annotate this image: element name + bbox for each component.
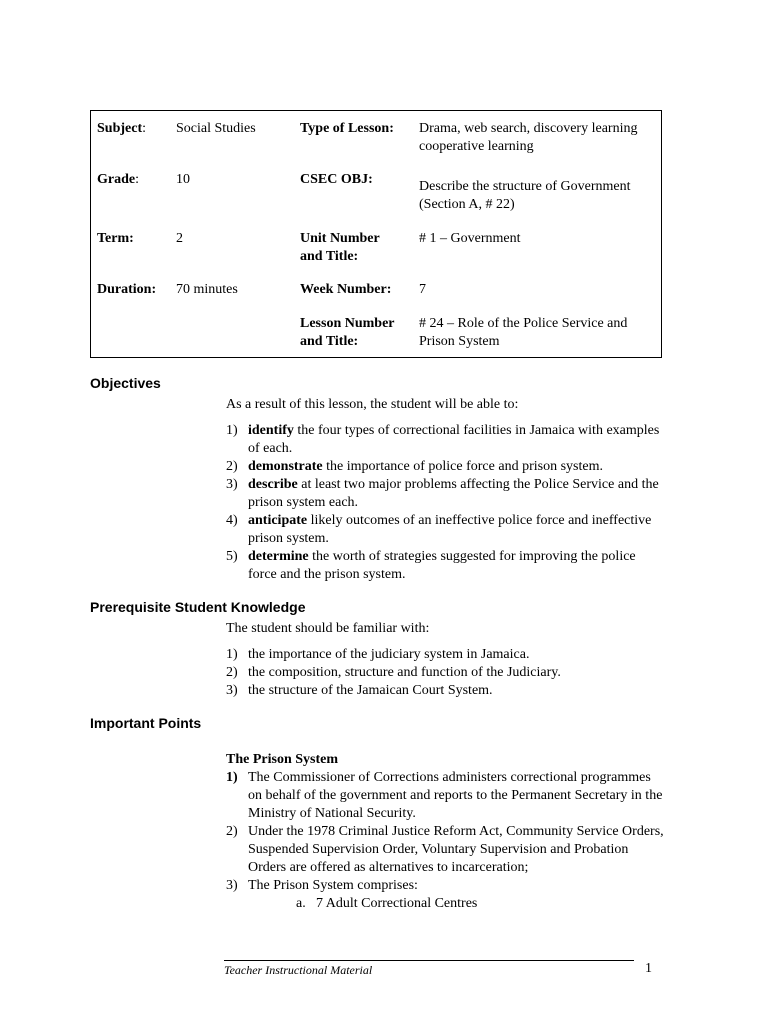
- duration-value: 70 minutes: [176, 282, 238, 297]
- week-number-label: Week Number:: [300, 282, 392, 297]
- list-item: 5) determine the worth of strategies suggested for improving the police force and the prison system.: [226, 549, 636, 582]
- lesson-header-table: [90, 110, 662, 358]
- page-number: 1: [645, 961, 652, 976]
- list-item: 2) demonstrate the importance of police force and prison system.: [226, 459, 603, 474]
- type-of-lesson-label: Type of Lesson:: [300, 121, 394, 136]
- list-item: 3) describe at least two major problems affecting the Police Service and the prison system each.: [226, 477, 659, 510]
- objectives-intro: As a result of this lesson, the student will be able to:: [226, 397, 519, 412]
- lesson-value: # 24 – Role of the Police Service and Prison System: [419, 316, 628, 349]
- unit-value: # 1 – Government: [419, 231, 521, 246]
- list-item: 3) the structure of the Jamaican Court System.: [226, 683, 493, 698]
- list-item: 1) The Commissioner of Corrections administers correctional programmes on behalf of the government and reports to the Permanent Secretary in the Ministry of National Security.: [226, 770, 663, 821]
- subject-value: Social Studies: [176, 121, 256, 136]
- type-of-lesson-value: Drama, web search, discovery learning cooperative learning: [419, 121, 638, 154]
- important-points-list: [226, 769, 666, 895]
- term-label: Term:: [97, 231, 134, 246]
- prerequisite-heading: Prerequisite Student Knowledge: [90, 599, 306, 615]
- term-value: 2: [176, 231, 183, 246]
- grade-value: 10: [176, 172, 190, 187]
- subject-label: Subject:: [97, 121, 147, 136]
- important-points-heading: Important Points: [90, 715, 202, 731]
- prison-system-subheading: The Prison System: [226, 752, 338, 767]
- lesson-label: Lesson Number and Title:: [300, 316, 395, 349]
- grade-label: Grade:: [97, 172, 139, 187]
- footer-text: Teacher Instructional Material: [224, 963, 373, 977]
- list-item: 2) the composition, structure and function of the Judiciary.: [226, 665, 561, 680]
- list-item: 1) identify the four types of correctional facilities in Jamaica with examples of each.: [226, 423, 660, 456]
- objectives-heading: Objectives: [90, 375, 161, 391]
- duration-label: Duration:: [97, 282, 157, 297]
- objectives-list: [226, 422, 666, 584]
- unit-label: Unit Number and Title:: [300, 231, 380, 264]
- prerequisite-intro: The student should be familiar with:: [226, 621, 430, 636]
- footer-divider: [224, 960, 634, 961]
- csec-obj-value: Describe the structure of Government (Section A, # 22): [419, 179, 631, 212]
- list-item: 1) the importance of the judiciary system in Jamaica.: [226, 647, 530, 662]
- list-item: 4) anticipate likely outcomes of an ineffective police force and ineffective prison system.: [226, 513, 652, 546]
- csec-obj-label: CSEC OBJ:: [300, 172, 373, 187]
- prerequisite-list: [226, 646, 666, 700]
- list-item: 3) The Prison System comprises:: [226, 878, 418, 893]
- week-number-value: 7: [419, 282, 426, 297]
- list-item: 2) Under the 1978 Criminal Justice Reform Act, Community Service Orders, Suspended Supervision Order, Voluntary Supervision and Probation Orders are offered as alternatives to incarceration;: [226, 824, 664, 875]
- sub-list-item: a. 7 Adult Correctional Centres: [296, 896, 478, 911]
